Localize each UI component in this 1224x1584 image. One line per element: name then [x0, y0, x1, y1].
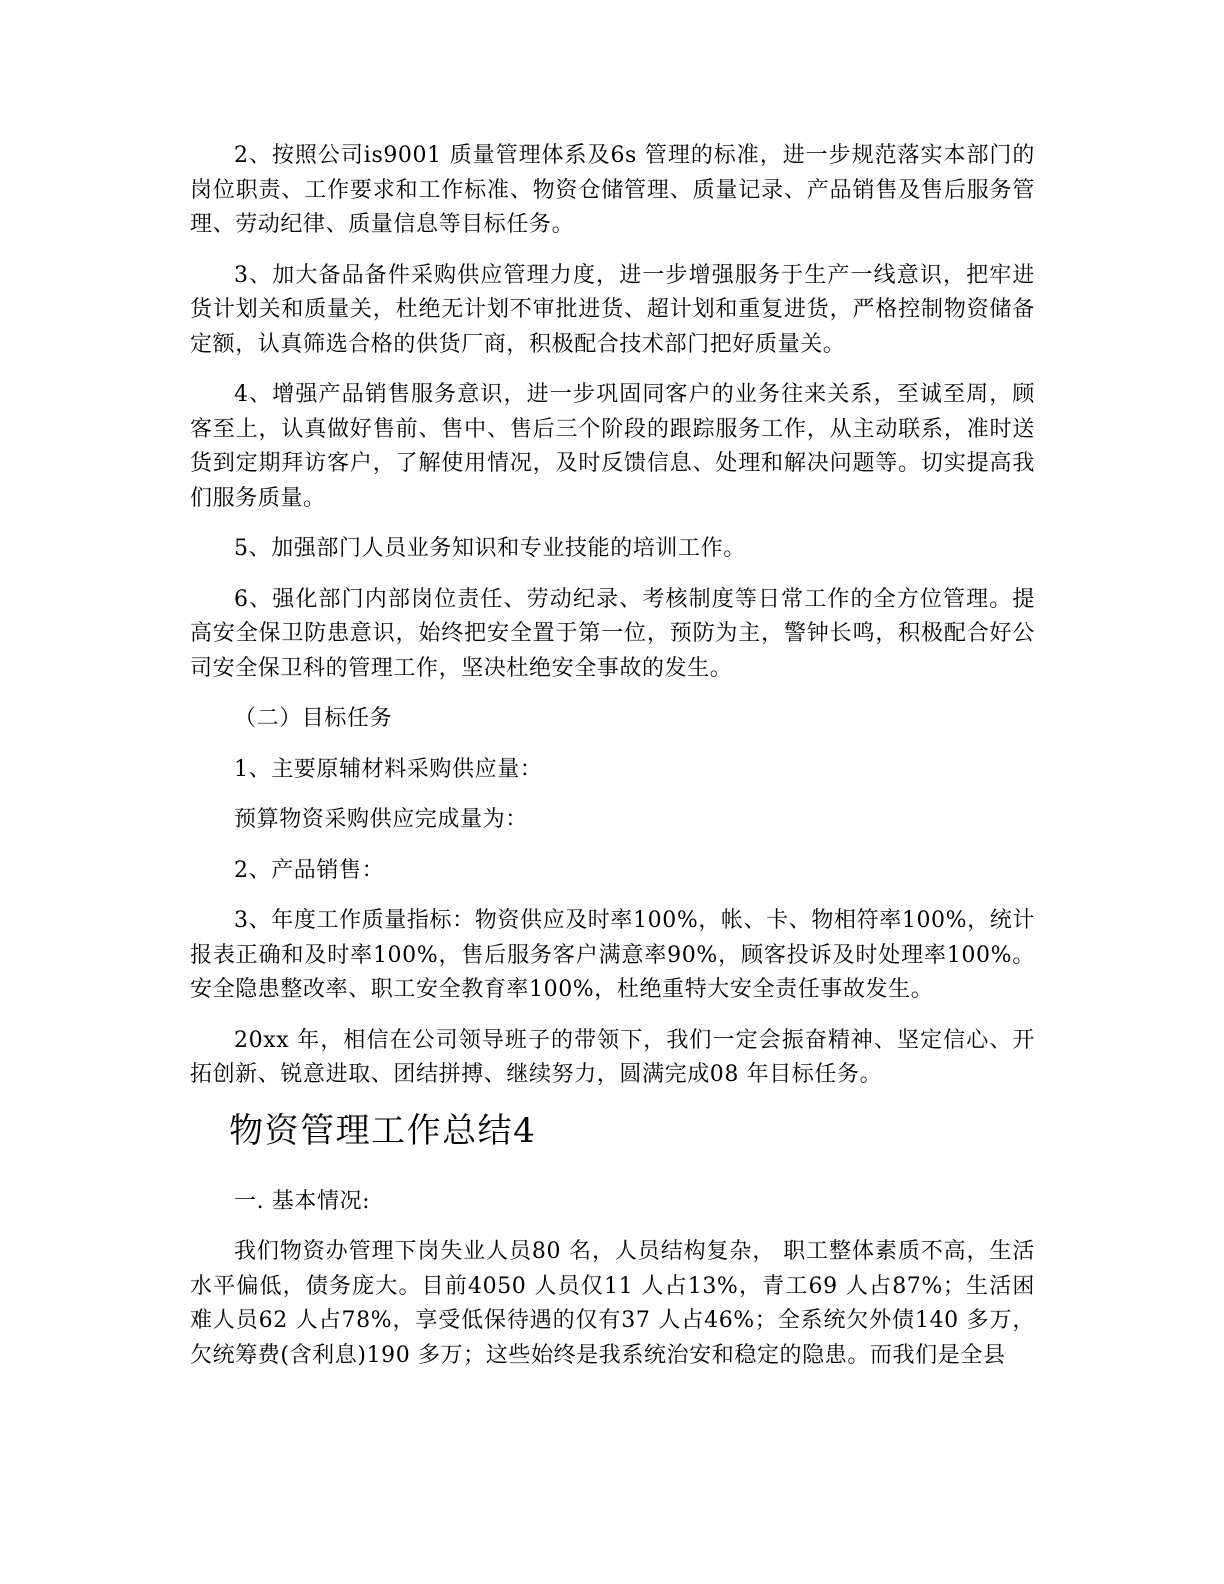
section-heading: 物资管理工作总结4: [229, 1110, 537, 1151]
goal-item-3: 3、年度工作质量指标：物资供应及时率100%，帐、卡、物相符率100%，统计报表正确和及时率100%，售后服务客户满意率90%，顾客投诉及时处理率100%。安全隐患整改率、职工安全教育率100%，杜绝重特大安全责任事故发生。: [190, 908, 1035, 1002]
basic-situation-paragraph: 我们物资办管理下岗失业人员80 名，人员结构复杂， 职工整体素质不高，生活水平偏低，债务庞大。目前4050 人员仅11 人占13%，青工69 人占87%；生活困难人员62 人占78%，享受低保待遇的仅有37 人占46%；全系统欠外债140 多万，欠统筹费(含利息)190 多万；这些始终是我系统治安和稳定的隐患。而我们是全县: [190, 1239, 1035, 1368]
document-body: [190, 139, 1035, 1389]
goal-item-2: 2、产品销售：: [234, 857, 385, 883]
closing-paragraph: 20xx 年，相信在公司领导班子的带领下，我们一定会振奋精神、坚定信心、开拓创新、锐意进取、团结拼搏、继续努力，圆满完成08 年目标任务。: [190, 1027, 1035, 1087]
subsection-title-goals: （二）目标任务: [234, 706, 393, 731]
paragraph-item-5: 5、加强部门人员业务知识和专业技能的培训工作。: [234, 536, 746, 561]
paragraph-item-3: 3、加大备品备件采购供应管理力度，进一步增强服务于生产一线意识，把牢进货计划关和质量关，杜绝无计划不审批进货、超计划和重复进货，严格控制物资储备定额，认真筛选合格的供货厂商，积极配合技术部门把好质量关。: [190, 262, 1035, 357]
goal-item-1: 1、主要原辅材料采购供应量：: [234, 756, 543, 782]
paragraph-item-4: 4、增强产品销售服务意识，进一步巩固同客户的业务往来关系，至诚至周，顾客至上，认真做好售前、售中、售后三个阶段的跟踪服务工作，从主动联系，准时送货到定期拜访客户，了解使用情况，及时反馈信息、处理和解决问题等。切实提高我们服务质量。: [190, 382, 1035, 511]
paragraph-item-6: 6、强化部门内部岗位责任、劳动纪录、考核制度等日常工作的全方位管理。提高安全保卫防患意识，始终把安全置于第一位，预防为主，警钟长鸣，积极配合好公司安全保卫科的管理工作，坚决杜绝安全事故的发生。: [190, 586, 1035, 681]
goal-budget: 预算物资采购供应完成量为：: [234, 807, 528, 832]
paragraph-item-2: 2、按照公司is9001 质量管理体系及6s 管理的标准，进一步规范落实本部门的岗位职责、工作要求和工作标准、物资仓储管理、质量记录、产品销售及售后服务管理、劳动纪律、质量信息等目标任务。: [190, 143, 1035, 237]
basic-situation-title: 一. 基本情况:: [234, 1188, 371, 1214]
